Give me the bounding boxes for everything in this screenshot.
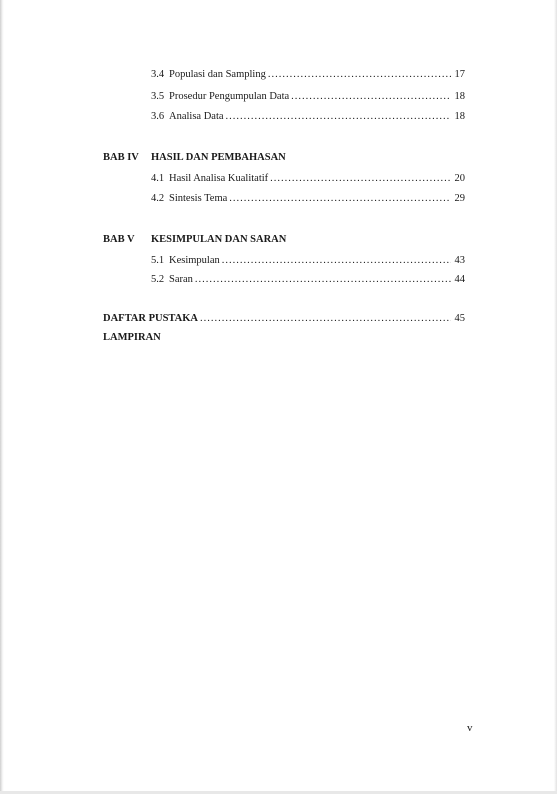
chapter-title: HASIL DAN PEMBAHASAN <box>151 152 286 163</box>
entry-title: Prosedur Pengumpulan Data <box>169 91 290 102</box>
toc-entry-4-2[interactable] <box>151 192 465 205</box>
toc-entry-daftar-pustaka[interactable] <box>103 312 465 325</box>
entry-number: 5.2 <box>151 274 165 285</box>
entry-page: 44 <box>454 274 465 285</box>
entry-page: 20 <box>454 173 465 184</box>
toc-entry-5-2[interactable] <box>151 273 465 286</box>
chapter-label: BAB V <box>103 234 135 245</box>
entry-page: 43 <box>454 255 465 266</box>
entry-number: 3.6 <box>151 111 165 122</box>
toc-entry-lampiran[interactable] <box>103 331 303 344</box>
toc-entry-3-6[interactable] <box>151 110 465 123</box>
dot-leader <box>222 254 451 267</box>
chapter-title: KESIMPULAN DAN SARAN <box>151 234 287 245</box>
entry-page: 45 <box>454 313 465 324</box>
dot-leader <box>229 192 451 205</box>
entry-number: 3.5 <box>151 91 165 102</box>
entry-title: Saran <box>169 274 193 285</box>
dot-leader <box>226 110 451 123</box>
dot-leader <box>268 68 451 81</box>
entry-title: Hasil Analisa Kualitatif <box>169 173 269 184</box>
entry-number: 4.2 <box>151 193 165 204</box>
page-number: v <box>467 722 473 734</box>
dot-leader <box>270 172 451 185</box>
entry-title: Sintesis Tema <box>169 193 228 204</box>
entry-number: 5.1 <box>151 255 165 266</box>
toc-entry-5-1[interactable] <box>151 254 465 267</box>
toc-entry-4-1[interactable] <box>151 172 465 185</box>
entry-page: 29 <box>454 193 465 204</box>
toc-entry-3-4[interactable] <box>151 68 465 81</box>
entry-title: DAFTAR PUSTAKA <box>103 313 198 324</box>
dot-leader <box>200 312 451 325</box>
entry-title: LAMPIRAN <box>103 332 161 343</box>
chapter-label: BAB IV <box>103 152 139 163</box>
entry-number: 3.4 <box>151 69 165 80</box>
dot-leader <box>291 90 451 103</box>
entry-title: Kesimpulan <box>169 255 220 266</box>
chapter-heading-v[interactable] <box>103 233 286 246</box>
entry-number: 4.1 <box>151 173 165 184</box>
dot-leader <box>195 273 451 286</box>
chapter-heading-iv[interactable] <box>103 151 286 164</box>
toc-entry-3-5[interactable] <box>151 90 465 103</box>
entry-title: Populasi dan Sampling <box>169 69 266 80</box>
entry-page: 17 <box>454 69 465 80</box>
entry-page: 18 <box>454 91 465 102</box>
entry-title: Analisa Data <box>169 111 224 122</box>
entry-page: 18 <box>454 111 465 122</box>
